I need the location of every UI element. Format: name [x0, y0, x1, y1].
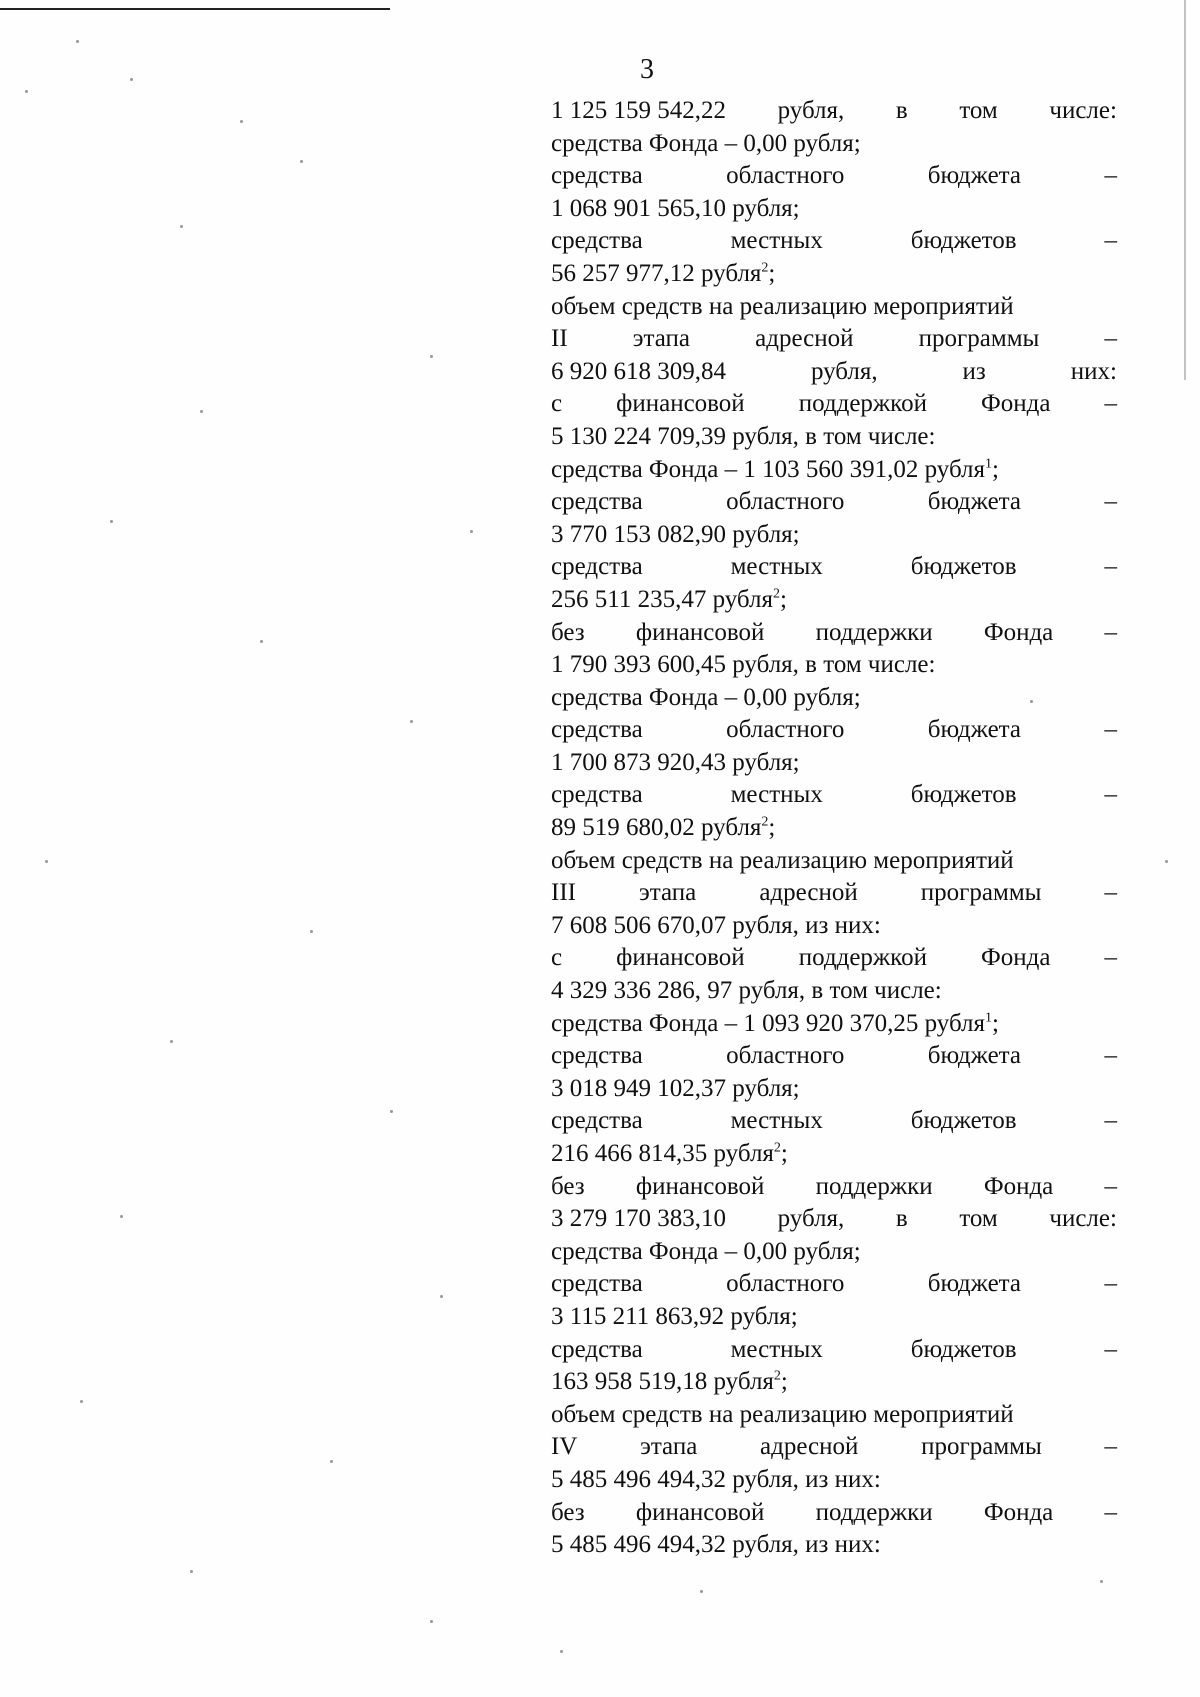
text-word: – [1104, 1433, 1117, 1461]
text-word: средства [551, 1270, 643, 1298]
text-line [551, 649, 1117, 682]
text-word: рубля, [777, 1205, 845, 1233]
text-word: – [1104, 1335, 1117, 1363]
text-line [551, 845, 1117, 878]
text-word: финансовой [616, 944, 745, 972]
scan-speck [76, 40, 79, 43]
text-line [551, 1203, 1117, 1236]
text-line [551, 1073, 1117, 1106]
text-word: финансовой [635, 618, 765, 646]
text-line [551, 551, 1117, 584]
text-word: поддержкой [798, 390, 927, 418]
scan-speck [170, 1040, 173, 1043]
text-word: средства [551, 227, 643, 255]
text-line [551, 160, 1117, 193]
text-word: Фонда [983, 1172, 1054, 1200]
text-run: 256 511 235,47 рубля [551, 585, 773, 613]
text-line [551, 1138, 1117, 1171]
text-word: – [1104, 553, 1117, 581]
text-line [551, 291, 1117, 324]
text-word: рубля, [810, 357, 878, 385]
text-word: том [959, 97, 998, 124]
text-word: областного [726, 716, 845, 744]
text-run: 5 130 224 709,39 рубля, в том числе: [551, 422, 936, 450]
text-word: бюджетов [910, 781, 1017, 809]
text-word: том [959, 1205, 998, 1233]
text-run: 5 485 496 494,32 рубля, из них: [551, 1465, 881, 1493]
text-word: бюджетов [910, 227, 1017, 255]
scan-speck [180, 225, 183, 228]
top-edge-rule [0, 8, 390, 10]
text-run: 4 329 336 286, 97 рубля, в том числе: [551, 977, 942, 1005]
text-line [551, 519, 1117, 552]
text-word: бюджета [927, 716, 1022, 744]
text-word: программы [918, 325, 1040, 353]
text-word: бюджета [927, 162, 1022, 190]
text-run: средства Фонда – 1 103 560 391,02 рубля [551, 455, 986, 483]
text-word: 6 920 618 309,84 [551, 357, 726, 385]
text-word: без [551, 1172, 585, 1200]
text-run: 3 018 949 102,37 рубля; [551, 1074, 800, 1102]
text-line [551, 95, 1117, 128]
text-word: с [551, 944, 563, 972]
text-line [551, 193, 1117, 226]
text-line [551, 975, 1117, 1008]
text-word: этапа [632, 325, 690, 353]
text-word: – [1104, 618, 1117, 646]
text-word: из [962, 357, 986, 385]
text-word: областного [726, 488, 845, 516]
scan-speck [200, 410, 203, 413]
text-word: – [1104, 325, 1117, 353]
scan-speck [25, 90, 28, 93]
scan-speck [1165, 860, 1168, 863]
text-word: в [895, 1205, 908, 1233]
text-line [551, 1008, 1117, 1041]
text-run: 7 608 506 670,07 рубля, из них: [551, 911, 881, 939]
text-word: бюджетов [910, 553, 1017, 581]
text-word: этапа [640, 1433, 698, 1461]
text-punctuation: ; [992, 1009, 999, 1037]
text-word: бюджета [927, 488, 1022, 516]
text-line [551, 225, 1117, 258]
text-word: финансовой [635, 1172, 765, 1200]
scan-speck [410, 720, 413, 723]
text-line [551, 388, 1117, 421]
text-word: средства [551, 488, 643, 516]
text-word: поддержкой [798, 944, 927, 972]
text-word: местных [730, 1335, 823, 1363]
text-word: них: [1070, 357, 1117, 385]
scan-speck [260, 640, 263, 643]
text-word: средства [551, 716, 643, 744]
scan-speck [110, 520, 113, 523]
footnote-marker: 1 [985, 1010, 993, 1026]
text-line [551, 323, 1117, 356]
footnote-marker: 2 [773, 1368, 781, 1384]
text-line [551, 1040, 1117, 1073]
text-word: программы [920, 879, 1042, 907]
text-word: Фонда [983, 1498, 1054, 1526]
text-word: Фонда [980, 390, 1051, 418]
text-word: III [551, 879, 576, 907]
text-run: 3 770 153 082,90 рубля; [551, 520, 800, 548]
footnote-marker: 2 [773, 586, 780, 602]
text-line [551, 682, 1117, 715]
text-line [551, 1497, 1117, 1530]
text-word: областного [726, 1042, 845, 1070]
text-word: II [551, 325, 568, 353]
text-run: 1 790 393 600,45 рубля, в том числе: [551, 651, 936, 679]
text-line [551, 421, 1117, 454]
text-line [551, 258, 1117, 291]
text-word: – [1104, 1172, 1117, 1200]
text-word: бюджетов [910, 1107, 1017, 1135]
text-word: этапа [639, 879, 697, 907]
text-word: – [1104, 227, 1117, 255]
text-word: поддержки [815, 1172, 933, 1200]
text-line [551, 747, 1117, 780]
text-run: 216 466 814,35 рубля [551, 1140, 774, 1167]
text-punctuation: ; [992, 455, 999, 483]
text-line [551, 1301, 1117, 1334]
scan-speck [430, 1620, 433, 1623]
document-text-block [551, 95, 1117, 1562]
footnote-marker: 1 [985, 456, 993, 472]
text-line [551, 356, 1117, 389]
text-line [551, 128, 1117, 161]
text-word: – [1104, 944, 1117, 972]
scan-speck [560, 1650, 563, 1653]
scan-speck [430, 355, 433, 358]
text-word: без [551, 618, 585, 646]
text-punctuation: ; [780, 1140, 788, 1167]
text-line [551, 584, 1117, 617]
text-run: 163 958 519,18 рубля [551, 1368, 774, 1396]
text-word: в [895, 97, 908, 124]
text-word: числе: [1049, 97, 1117, 124]
scan-speck [80, 1400, 83, 1403]
text-line [551, 942, 1117, 975]
text-line [551, 1399, 1117, 1432]
text-line [551, 910, 1117, 943]
text-word: средства [551, 553, 643, 581]
text-run: средства Фонда – 0,00 рубля; [551, 1237, 861, 1265]
scan-speck [45, 860, 48, 863]
text-word: Фонда [983, 618, 1054, 646]
text-word: Фонда [980, 944, 1051, 972]
scan-speck [440, 1295, 443, 1298]
text-run: 5 485 496 494,32 рубля, из них: [551, 1531, 881, 1559]
text-punctuation: ; [768, 259, 776, 287]
right-edge-rule [1184, 0, 1186, 380]
page-number: 3 [640, 54, 654, 85]
text-word: – [1104, 879, 1117, 907]
scan-speck [300, 160, 303, 163]
text-line [551, 1171, 1117, 1204]
text-word: местных [730, 1107, 823, 1135]
text-word: бюджета [927, 1042, 1022, 1070]
text-run: 56 257 977,12 рубля [551, 259, 762, 287]
text-word: бюджета [927, 1270, 1022, 1298]
scan-speck [1030, 700, 1033, 703]
text-run: 1 068 901 565,10 рубля; [551, 194, 800, 222]
text-word: адресной [760, 1433, 859, 1461]
text-line [551, 1366, 1117, 1399]
text-word: 3 279 170 383,10 [551, 1205, 726, 1233]
text-word: программы [921, 1433, 1042, 1461]
text-word: поддержки [815, 1498, 933, 1526]
text-word: адресной [759, 879, 858, 907]
text-run: средства Фонда – 0,00 рубля; [551, 129, 861, 157]
text-word: – [1104, 488, 1117, 516]
scan-speck [390, 1110, 393, 1113]
text-run: 3 115 211 863,92 рубля; [551, 1302, 798, 1330]
text-line [551, 714, 1117, 747]
text-line [551, 779, 1117, 812]
scan-speck [190, 1570, 193, 1573]
text-word: средства [551, 162, 643, 190]
text-line [551, 1464, 1117, 1497]
text-punctuation: ; [780, 1368, 788, 1396]
scan-speck [240, 120, 243, 123]
text-word: IV [551, 1433, 578, 1461]
text-punctuation: ; [780, 585, 787, 613]
text-line [551, 486, 1117, 519]
text-word: – [1104, 390, 1117, 418]
text-word: – [1104, 1270, 1117, 1298]
text-word: местных [730, 227, 823, 255]
text-word: адресной [755, 325, 854, 353]
text-word: средства [551, 781, 643, 809]
text-run: 89 519 680,02 рубля [551, 814, 762, 842]
text-word: финансовой [616, 390, 745, 418]
text-word: – [1104, 1107, 1117, 1135]
text-word: местных [730, 553, 823, 581]
text-word: – [1104, 781, 1117, 809]
text-word: бюджетов [910, 1335, 1017, 1363]
scan-speck [120, 1215, 123, 1218]
text-word: – [1104, 162, 1117, 190]
text-word: средства [551, 1042, 643, 1070]
text-line [551, 454, 1117, 487]
text-word: местных [730, 781, 823, 809]
text-line [551, 617, 1117, 650]
scan-speck [330, 1460, 333, 1463]
text-line [551, 877, 1117, 910]
text-word: с [551, 390, 563, 418]
text-word: областного [726, 162, 845, 190]
scan-speck [700, 1590, 703, 1593]
text-line [551, 812, 1117, 845]
footnote-marker: 2 [773, 1140, 781, 1156]
text-line [551, 1431, 1117, 1464]
text-punctuation: ; [768, 814, 776, 842]
text-line [551, 1105, 1117, 1138]
text-run: объем средств на реализацию мероприятий [551, 1400, 1014, 1428]
text-run: средства Фонда – 0,00 рубля; [551, 683, 861, 711]
text-line [551, 1334, 1117, 1367]
scan-speck [470, 530, 473, 533]
scan-speck [310, 930, 313, 933]
text-line [551, 1529, 1117, 1562]
footnote-marker: 2 [761, 260, 769, 276]
text-run: объем средств на реализацию мероприятий [551, 292, 1014, 320]
text-word: без [551, 1498, 585, 1526]
text-word: 1 125 159 542,22 [551, 97, 726, 124]
scan-speck [1100, 1580, 1103, 1583]
text-line [551, 1236, 1117, 1269]
text-word: средства [551, 1107, 643, 1135]
scan-speck [130, 78, 133, 81]
text-word: числе: [1049, 1205, 1117, 1233]
text-word: областного [726, 1270, 845, 1298]
text-word: поддержки [815, 618, 933, 646]
text-word: средства [551, 1335, 643, 1363]
text-run: объем средств на реализацию мероприятий [551, 846, 1014, 874]
text-word: – [1104, 1498, 1117, 1526]
text-word: – [1104, 716, 1117, 744]
text-word: рубля, [777, 97, 845, 124]
footnote-marker: 2 [761, 814, 769, 830]
text-word: – [1104, 1042, 1117, 1070]
text-run: средства Фонда – 1 093 920 370,25 рубля [551, 1009, 986, 1037]
text-line [551, 1268, 1117, 1301]
text-word: финансовой [635, 1498, 765, 1526]
text-run: 1 700 873 920,43 рубля; [551, 748, 800, 776]
